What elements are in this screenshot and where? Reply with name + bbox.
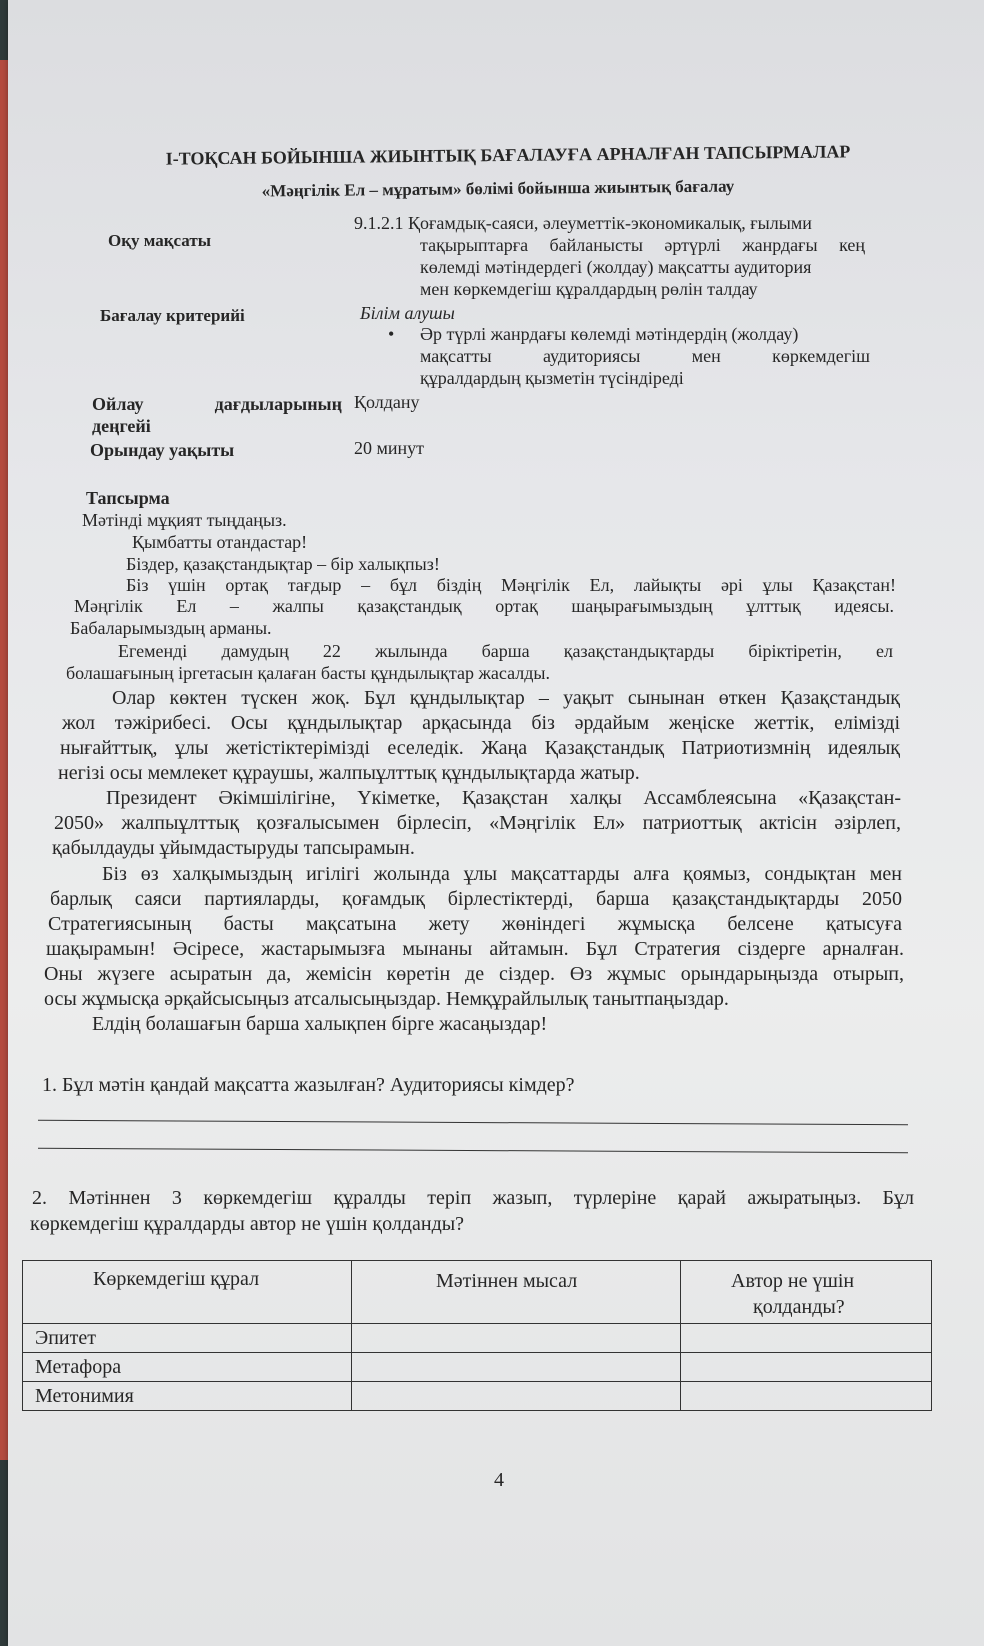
- thinking-label-2: деңгейі: [92, 416, 151, 436]
- criteria-label: Бағалау критерийі: [100, 306, 245, 325]
- criteria-line-2: мақсатты аудиториясы мен көркемдегіш: [420, 346, 870, 366]
- text-line: Біздер, қазақстандықтар – бір халықпыз!: [126, 554, 440, 574]
- goal-line-2: тақырыптарға байланысты әртүрлі жанрдағы кең: [420, 235, 865, 255]
- table-row: [22, 1352, 352, 1382]
- text-line: барлық саяси партияларды, қоғамдық бірлестіктерді, барша қазақстандықтарды 2050: [50, 888, 902, 910]
- table-cell-empty: [680, 1352, 932, 1382]
- table-header-cell: [22, 1260, 352, 1324]
- answer-line: [38, 1120, 908, 1126]
- time-label: Орындау уақыты: [90, 440, 235, 460]
- table-header-line-1: Автор не үшін: [731, 1270, 855, 1292]
- table-cell-empty: [351, 1352, 681, 1382]
- document-subtitle: «Мәңгілік Ел – мұратым» бөлімі бойынша жиынтық бағалау: [261, 176, 735, 201]
- table-row-label: Эпитет: [35, 1327, 96, 1349]
- thinking-value: Қолдану: [354, 392, 420, 412]
- table-cell-empty: [351, 1323, 681, 1353]
- table-header: Мәтіннен мысал: [436, 1270, 578, 1292]
- text-line: Олар көктен түскен жоқ. Бұл құндылықтар – уақыт сынынан өткен Қазақстандық: [112, 687, 900, 709]
- criteria-intro: Білім алушы: [360, 303, 455, 323]
- goal-line-4: мен көркемдегіш құралдардың рөлін талдау: [420, 279, 758, 299]
- question-2-line-2: көркемдегіш құралдарды автор не үшін қолданды?: [30, 1213, 465, 1235]
- text-line: Қымбатты отандастар!: [132, 532, 308, 552]
- thinking-label: Ойлау дағдыларының: [92, 394, 342, 414]
- bullet-icon: •: [388, 324, 395, 344]
- table-row-label: Метонимия: [35, 1385, 134, 1407]
- goal-line-1: 9.1.2.1 Қоғамдық-саяси, әлеуметтік-экономикалық, ғылыми: [354, 213, 812, 233]
- table-header: Көркемдегіш құрал: [93, 1268, 260, 1290]
- table-header-cell: [680, 1260, 932, 1324]
- text-line: осы жұмысқа әрқайсысыңыз атсалысыңыздар. Немқұрайлылық танытпаңыздар.: [44, 988, 729, 1010]
- text-line: нығайттық, ұлы жетістіктерімізді еселедік. Жаңа Қазақстандық Патриотизмнің идеялық: [60, 737, 900, 759]
- text-line: Біз өз халқымыздың игілігі жолында ұлы мақсаттарды алға қоямыз, сондықтан мен: [102, 863, 902, 885]
- table-row-label: Метафора: [35, 1356, 122, 1378]
- table-row: [22, 1323, 352, 1353]
- document-page: [8, 0, 984, 1646]
- text-line: жол тәжірибесі. Осы құндылықтар арқасында біз әрдайым жеңіске жеттік, елімізді: [62, 712, 900, 734]
- table-header-line-2: қолданды?: [753, 1296, 845, 1318]
- criteria-line-3: құралдардың қызметін түсіндіреді: [420, 368, 684, 388]
- text-line: негізі осы мемлекет құраушы, жалпыұлттық құндылықтарда жатыр.: [58, 762, 640, 784]
- table-cell-empty: [680, 1323, 932, 1353]
- text-line: Егеменді дамудың 22 жылында барша қазақстандықтарды біріктіретін, ел: [118, 641, 893, 661]
- task-instruction: Мәтінді мұқият тыңдаңыз.: [82, 510, 287, 530]
- text-line: Президент Әкімшілігіне, Үкіметке, Қазақстан халқы Ассамблеясына «Қазақстан-: [106, 787, 901, 809]
- text-line: шақырамын! Әсіресе, жастарымызға мынаны айтамын. Бұл Стратегия сіздерге арналған.: [46, 938, 904, 960]
- text-line: Мәңгілік Ел – жалпы қазақстандық ортақ шаңырағымыздың ұлттық идеясы.: [74, 596, 894, 616]
- text-line: Стратегиясының басты мақсатына жету жөніндегі жұмысқа белсене қатысуға: [48, 913, 902, 935]
- document-title: І-ТОҚСАН БОЙЫНША ЖИЫНТЫҚ БАҒАЛАУҒА АРНАЛҒАН ТАПСЫРМАЛАР: [165, 141, 851, 169]
- task-label: Тапсырма: [86, 488, 170, 508]
- goal-label: Оқу мақсаты: [108, 231, 211, 250]
- table-cell-empty: [680, 1381, 932, 1411]
- text-line: 2050» жалпыұлттық қозғалысымен бірлесіп, «Мәңгілік Ел» патриоттық актісін әзірлеп,: [54, 812, 901, 834]
- text-line: қабылдауды ұйымдастыруды тапсырамын.: [52, 837, 415, 859]
- text-line: болашағының іргетасын қалаған басты құндылықтар жасалды.: [66, 663, 551, 683]
- text-line: Елдің болашағын барша халықпен бірге жасаңыздар!: [92, 1013, 548, 1035]
- table-cell-empty: [351, 1381, 681, 1411]
- question-1: 1. Бұл мәтін қандай мақсатта жазылған? Аудиториясы кімдер?: [42, 1074, 575, 1096]
- table-row: [22, 1381, 352, 1411]
- goal-line-3: көлемді мәтіндердегі (жолдау) мақсатты аудитория: [420, 257, 812, 277]
- time-value: 20 минут: [354, 438, 425, 458]
- answer-line: [38, 1148, 908, 1154]
- text-line: Оны жүзеге асыратын да, жемісін көретін де сіздер. Өз жұмыс орындарыңызда отырып,: [44, 963, 904, 985]
- page-number: 4: [494, 1469, 504, 1491]
- question-2-line-1: 2. Мәтіннен 3 көркемдегіш құралды теріп жазып, түрлеріне қарай ажыратыңыз. Бұл: [32, 1187, 914, 1209]
- text-line: Бабаларымыздың арманы.: [70, 618, 272, 638]
- table-header-cell: [351, 1260, 681, 1324]
- criteria-line-1: Әр түрлі жанрдағы көлемді мәтіндердің (жолдау): [420, 324, 799, 344]
- text-line: Біз үшін ортақ тағдыр – бұл біздің Мәңгілік Ел, лайықты әрі ұлы Қазақстан!: [126, 575, 896, 595]
